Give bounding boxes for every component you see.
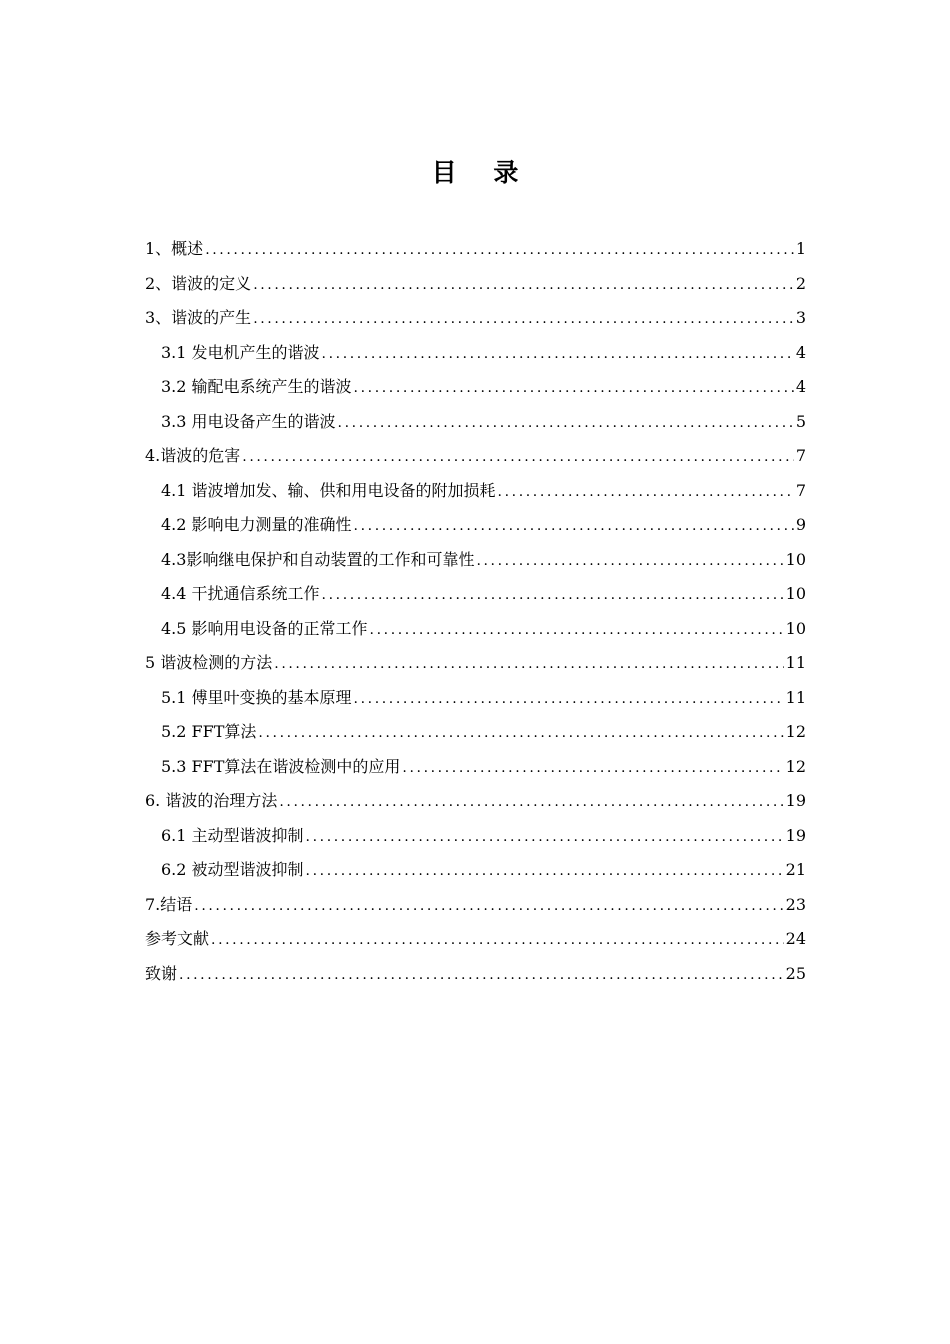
toc-dot-leader — [354, 682, 784, 716]
toc-entry[interactable] — [145, 439, 806, 474]
toc-dot-leader — [354, 371, 794, 405]
toc-entry[interactable] — [145, 784, 806, 819]
toc-entry-label: 4.谐波的危害 — [145, 446, 241, 465]
toc-entry[interactable] — [145, 405, 806, 440]
toc-entry[interactable] — [145, 474, 806, 509]
toc-entry-label: 4.3影响继电保护和自动装置的工作和可靠性 — [161, 549, 475, 569]
toc-entry-page-number: 4 — [795, 342, 806, 362]
toc-dot-leader — [253, 268, 794, 302]
toc-entry-label: 6. 谐波的治理方法 — [145, 791, 278, 810]
toc-entry-page-number: 24 — [785, 929, 806, 948]
toc-entry-page-number: 25 — [785, 963, 806, 983]
toc-dot-leader — [258, 716, 783, 750]
toc-entry-label: 4.4 干扰通信系统工作 — [161, 584, 320, 603]
toc-entry[interactable] — [145, 543, 806, 578]
toc-entry[interactable] — [145, 612, 806, 647]
toc-entry[interactable] — [145, 370, 806, 405]
toc-dot-leader — [322, 337, 794, 371]
toc-entry-page-number: 10 — [785, 584, 806, 603]
toc-dot-leader — [402, 751, 783, 785]
toc-dot-leader — [354, 509, 794, 543]
toc-entry-label: 5.1 傅里叶变换的基本原理 — [161, 687, 352, 707]
toc-entry[interactable] — [145, 853, 806, 888]
toc-entry[interactable] — [145, 819, 806, 854]
toc-entry[interactable] — [145, 750, 806, 785]
toc-dot-leader — [242, 440, 794, 474]
toc-entry-label: 5.2 FFT算法 — [161, 722, 257, 741]
toc-entry-page-number: 1 — [795, 239, 806, 258]
toc-dot-leader — [279, 785, 783, 819]
toc-entry-label: 4.1 谐波增加发、输、供和用电设备的附加损耗 — [161, 480, 496, 500]
toc-entry[interactable] — [145, 888, 806, 923]
toc-title: 目 录 — [431, 158, 533, 187]
toc-dot-leader — [306, 820, 784, 854]
toc-entry[interactable] — [145, 508, 806, 543]
toc-entry-page-number: 5 — [795, 411, 806, 431]
toc-dot-leader — [476, 544, 783, 578]
toc-entry[interactable] — [145, 267, 806, 302]
toc-dot-leader — [253, 302, 794, 336]
toc-entry-page-number: 23 — [785, 894, 806, 914]
toc-entry-label: 4.5 影响用电设备的正常工作 — [161, 618, 368, 638]
toc-entry-label: 参考文献 — [145, 929, 210, 948]
toc-entry-label: 7.结语 — [145, 894, 193, 914]
toc-entry[interactable] — [145, 646, 806, 681]
toc-entry-label: 3.1 发电机产生的谐波 — [161, 342, 320, 362]
toc-entry-label: 6.2 被动型谐波抑制 — [161, 860, 304, 879]
toc-entry-label: 6.1 主动型谐波抑制 — [161, 825, 304, 845]
toc-dot-leader — [322, 578, 784, 612]
toc-entry-page-number: 10 — [785, 549, 806, 569]
toc-dot-leader — [370, 613, 784, 647]
toc-dot-leader — [205, 233, 794, 267]
toc-dot-leader — [194, 889, 783, 923]
toc-entry-page-number: 3 — [795, 308, 806, 327]
table-of-contents — [145, 232, 806, 991]
toc-entry-page-number: 21 — [785, 860, 806, 879]
toc-entry-page-number: 11 — [785, 687, 806, 707]
toc-entry-page-number: 7 — [795, 446, 806, 465]
toc-dot-leader — [274, 647, 783, 681]
toc-dot-leader — [498, 475, 794, 509]
toc-entry-page-number: 2 — [795, 273, 806, 293]
toc-entry-page-number: 19 — [785, 791, 806, 810]
toc-entry[interactable] — [145, 232, 806, 267]
toc-entry-page-number: 10 — [785, 618, 806, 638]
toc-entry-label: 4.2 影响电力测量的准确性 — [161, 515, 352, 534]
toc-entry[interactable] — [145, 922, 806, 957]
toc-entry-label: 5.3 FFT算法在谐波检测中的应用 — [161, 756, 401, 776]
toc-entry-label: 5 谐波检测的方法 — [145, 653, 273, 672]
toc-entry-page-number: 19 — [785, 825, 806, 845]
toc-entry-page-number: 4 — [795, 377, 806, 396]
toc-entry-label: 2、谐波的定义 — [145, 273, 252, 293]
toc-entry[interactable] — [145, 681, 806, 716]
toc-dot-leader — [179, 958, 784, 992]
toc-dot-leader — [338, 406, 794, 440]
toc-entry-label: 3、谐波的产生 — [145, 308, 252, 327]
toc-entry-page-number: 7 — [795, 480, 806, 500]
toc-entry-label: 1、概述 — [145, 239, 204, 258]
toc-entry-label: 致谢 — [145, 963, 178, 983]
toc-entry-label: 3.2 输配电系统产生的谐波 — [161, 377, 352, 396]
toc-entry-page-number: 12 — [785, 722, 806, 741]
toc-entry[interactable] — [145, 301, 806, 336]
toc-entry-page-number: 11 — [785, 653, 806, 672]
toc-dot-leader — [306, 854, 784, 888]
toc-entry[interactable] — [145, 715, 806, 750]
toc-entry[interactable] — [145, 957, 806, 992]
toc-entry-page-number: 12 — [785, 756, 806, 776]
toc-entry[interactable] — [145, 577, 806, 612]
toc-entry[interactable] — [145, 336, 806, 371]
toc-entry-label: 3.3 用电设备产生的谐波 — [161, 411, 336, 431]
toc-dot-leader — [211, 923, 784, 957]
toc-entry-page-number: 9 — [795, 515, 806, 534]
